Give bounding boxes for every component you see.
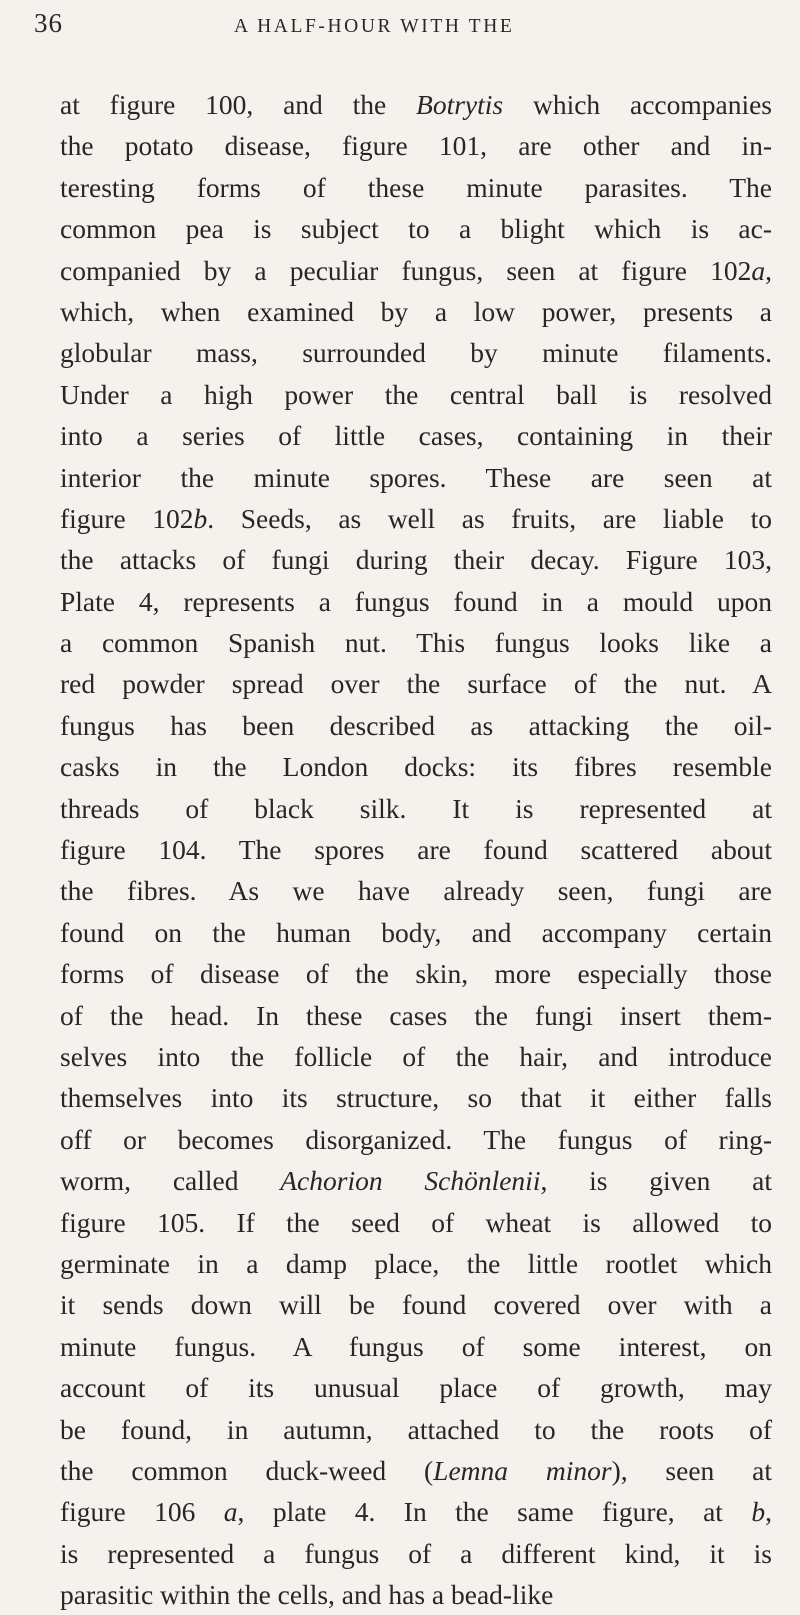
text-line bbox=[60, 1491, 772, 1532]
text-span: Plate 4, represents a fungus found in a mould upon bbox=[60, 585, 772, 617]
text-span: figure 105. If the seed of wheat is allowed to bbox=[60, 1206, 772, 1238]
text-span: teresting forms of these minute parasites. The bbox=[60, 171, 772, 203]
text-line bbox=[60, 250, 772, 291]
italic-text: Lemna minor bbox=[433, 1454, 612, 1486]
text-span: the attacks of fungi during their decay. Figure 103, bbox=[60, 544, 772, 576]
text-line bbox=[60, 1326, 772, 1367]
text-span: fungus has been described as attacking the oil- bbox=[60, 709, 772, 741]
text-line bbox=[60, 1574, 772, 1615]
text-span: at figure 100, and the bbox=[60, 89, 417, 120]
text-span: , plate 4. In the same figure, at bbox=[237, 1496, 752, 1528]
text-line bbox=[60, 332, 772, 373]
text-span: . Seeds, as well as fruits, are liable to bbox=[207, 502, 772, 534]
text-line bbox=[60, 622, 772, 663]
text-line bbox=[60, 705, 772, 746]
text-span: of the head. In these cases the fungi insert them- bbox=[60, 999, 772, 1031]
body-text bbox=[60, 84, 772, 1615]
text-span: themselves into its structure, so that it either falls bbox=[60, 1082, 772, 1114]
text-line bbox=[60, 84, 772, 125]
text-line bbox=[60, 829, 772, 870]
text-span: threads of black silk. It is represented at bbox=[60, 792, 772, 824]
text-span: off or becomes disorganized. The fungus of ring- bbox=[60, 1123, 772, 1155]
text-line bbox=[60, 1450, 772, 1491]
text-span: minute fungus. A fungus of some interest, on bbox=[60, 1330, 772, 1362]
text-span: interior the minute spores. These are seen at bbox=[60, 461, 772, 493]
text-span: worm, called bbox=[60, 1165, 281, 1197]
text-span: , bbox=[765, 254, 772, 286]
text-line bbox=[60, 1367, 772, 1408]
text-span: companied by a peculiar fungus, seen at figure 102 bbox=[60, 254, 752, 286]
page-number: 36 bbox=[34, 8, 63, 38]
italic-text: Botrytis bbox=[416, 89, 504, 120]
text-span: germinate in a damp place, the little rootlet which bbox=[60, 1247, 772, 1279]
text-span: account of its unusual place of growth, may bbox=[60, 1372, 772, 1404]
text-line bbox=[60, 1077, 772, 1118]
text-line bbox=[60, 208, 772, 249]
italic-text: Achorion Schönlenii bbox=[280, 1165, 541, 1197]
text-span: Under a high power the central ball is resolved bbox=[60, 378, 772, 410]
text-line bbox=[60, 746, 772, 787]
text-line bbox=[60, 1243, 772, 1284]
text-span: is represented a fungus of a different kind, it is bbox=[60, 1537, 772, 1569]
text-line bbox=[60, 788, 772, 829]
italic-text: b bbox=[751, 1496, 766, 1528]
text-span: ), seen at bbox=[611, 1454, 772, 1486]
text-span: parasitic within the cells, and has a bead-like bbox=[60, 1579, 554, 1611]
text-span: casks in the London docks: its fibres resemble bbox=[60, 751, 772, 783]
text-span: figure 106 bbox=[60, 1496, 224, 1528]
text-line bbox=[60, 663, 772, 704]
text-line bbox=[60, 581, 772, 622]
text-line bbox=[60, 1119, 772, 1160]
text-line bbox=[60, 374, 772, 415]
text-line bbox=[60, 1284, 772, 1325]
text-line bbox=[60, 539, 772, 580]
text-line bbox=[60, 912, 772, 953]
text-line bbox=[60, 870, 772, 911]
text-span: found on the human body, and accompany certain bbox=[60, 916, 772, 948]
text-span: , bbox=[765, 1496, 772, 1528]
text-line bbox=[60, 125, 772, 166]
text-span: it sends down will be found covered over with a bbox=[60, 1289, 772, 1321]
text-span: figure 104. The spores are found scattered about bbox=[60, 834, 772, 866]
text-span: forms of disease of the skin, more especially those bbox=[60, 958, 772, 990]
text-line bbox=[60, 498, 772, 539]
text-span: which, when examined by a low power, presents a bbox=[60, 295, 772, 327]
text-line bbox=[60, 1036, 772, 1077]
text-line bbox=[60, 291, 772, 332]
text-line bbox=[60, 1409, 772, 1450]
text-line bbox=[60, 1533, 772, 1574]
text-span: common pea is subject to a blight which is ac- bbox=[60, 213, 772, 245]
text-span: a common Spanish nut. This fungus looks like a bbox=[60, 627, 772, 659]
text-span: the potato disease, figure 101, are other and in- bbox=[60, 130, 772, 162]
text-line bbox=[60, 457, 772, 498]
text-line bbox=[60, 995, 772, 1036]
text-span: figure 102 bbox=[60, 502, 194, 534]
italic-text: b bbox=[193, 502, 208, 534]
text-line bbox=[60, 1202, 772, 1243]
text-span: the fibres. As we have already seen, fungi are bbox=[60, 875, 772, 907]
running-title: A HALF-HOUR WITH THE bbox=[234, 16, 515, 37]
text-span: selves into the follicle of the hair, and introduce bbox=[60, 1040, 772, 1072]
text-span: into a series of little cases, containing in their bbox=[60, 420, 772, 452]
text-span: the common duck-weed ( bbox=[60, 1454, 434, 1486]
text-span: be found, in autumn, attached to the roots of bbox=[60, 1413, 772, 1445]
text-line bbox=[60, 1160, 772, 1201]
text-line bbox=[60, 167, 772, 208]
text-line bbox=[60, 415, 772, 456]
text-span: red powder spread over the surface of the nut. A bbox=[60, 668, 772, 700]
text-span: globular mass, surrounded by minute filaments. bbox=[60, 337, 772, 369]
text-line bbox=[60, 953, 772, 994]
italic-text: a bbox=[751, 254, 766, 286]
text-span: which accompanies bbox=[503, 89, 773, 120]
italic-text: a bbox=[223, 1496, 238, 1528]
text-span: , is given at bbox=[540, 1165, 772, 1197]
